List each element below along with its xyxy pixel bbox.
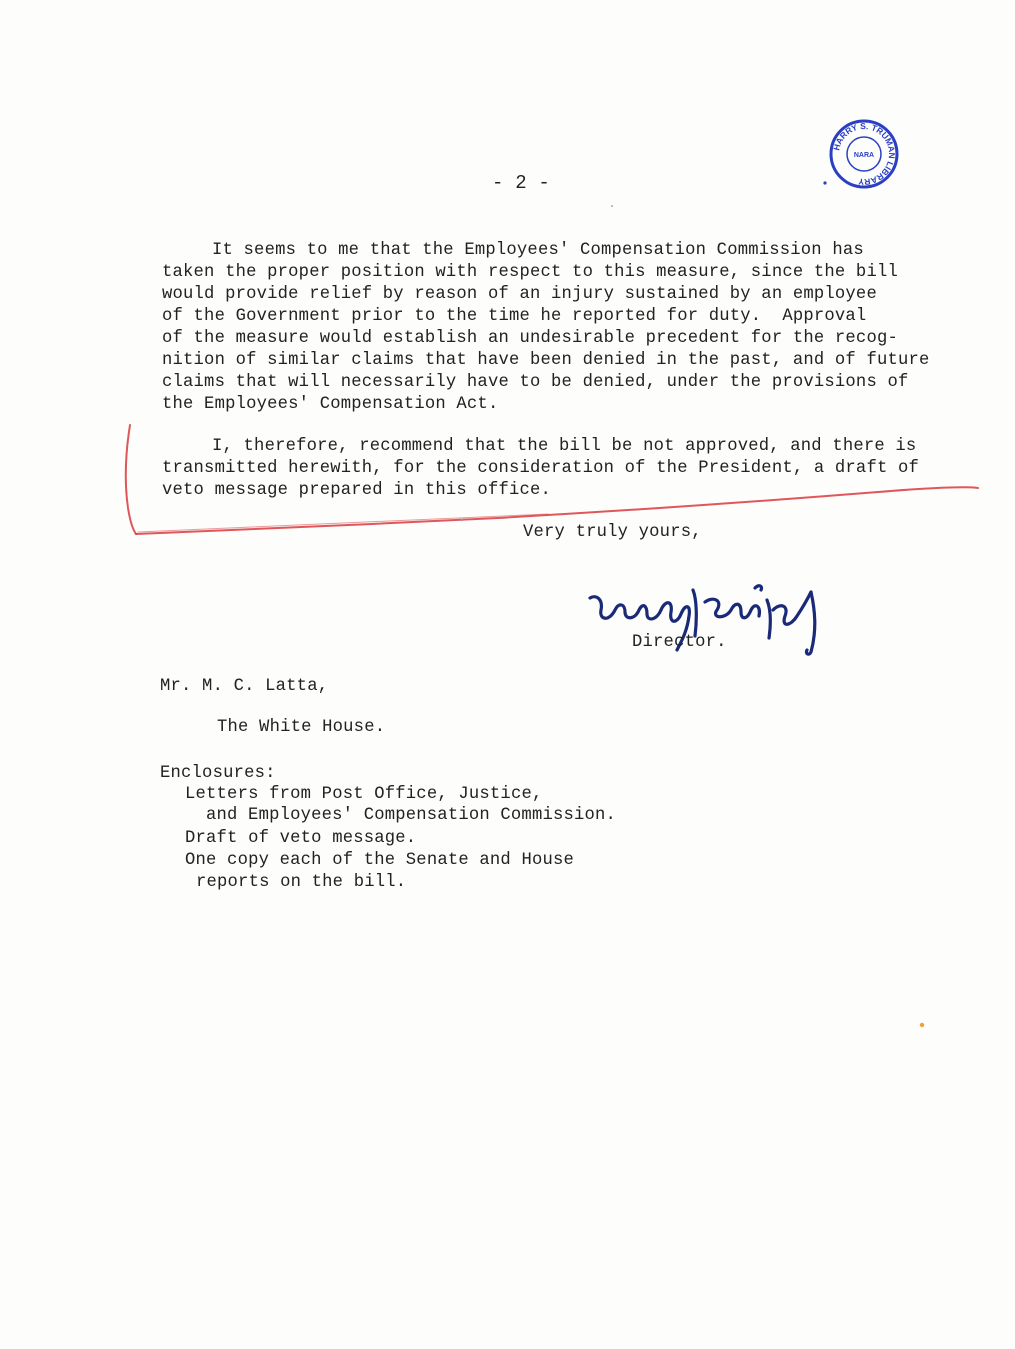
list-item: Letters from Post Office, Justice, [185,785,543,804]
paragraph-line: I, therefore, recommend that the bill be not approved, and there is [212,437,917,456]
closing: Very truly yours, [523,523,702,542]
paragraph-line: would provide relief by reason of an injury sustained by an employee [162,285,877,304]
enclosures-heading: Enclosures: [160,764,276,783]
paragraph-line: claims that will necessarily have to be denied, under the provisions of [162,373,909,392]
paragraph-line: transmitted herewith, for the consideration of the President, a draft of [162,459,920,478]
list-item: Draft of veto message. [185,829,417,848]
paragraph-line: the Employees' Compensation Act. [162,395,499,414]
paragraph-line: It seems to me that the Employees' Compensation Commission has [212,241,864,260]
paragraph-line: of the Government prior to the time he reported for duty. Approval [162,307,867,326]
list-item: and Employees' Compensation Commission. [206,806,617,825]
list-item: reports on the bill. [196,873,407,892]
addressee-location: The White House. [217,718,386,737]
addressee-name: Mr. M. C. Latta, [160,677,329,696]
paragraph-line: veto message prepared in this office. [162,481,552,500]
paragraph-line: taken the proper position with respect to this measure, since the bill [162,263,898,282]
paragraph-line: nition of similar claims that have been denied in the past, and of future [162,351,930,370]
paragraph-line: of the measure would establish an undesirable precedent for the recog- [162,329,898,348]
stamp-ring-text: HARRY S. TRUMAN LIBRARY [831,120,898,188]
stamp-center-text: NARA [853,152,875,159]
signature-title: Director. [632,633,727,652]
library-stamp [828,118,900,190]
list-item: One copy each of the Senate and House [185,851,575,870]
page-number: - 2 - [492,172,551,194]
